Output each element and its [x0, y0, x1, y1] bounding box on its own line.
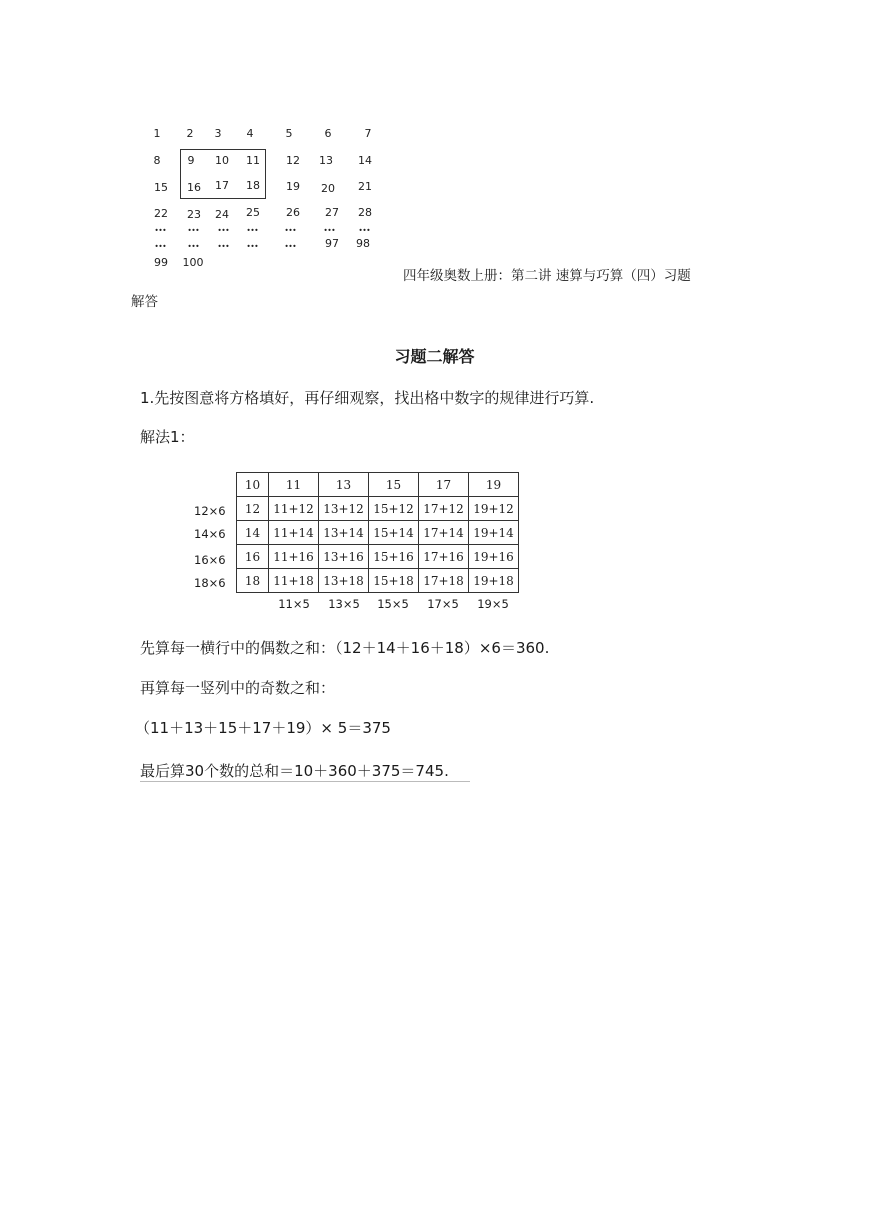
column-label: 17×5 — [427, 597, 459, 611]
grid-number: 98 — [356, 237, 370, 250]
grid-ellipsis: … — [154, 236, 168, 250]
grid-number: 4 — [246, 127, 254, 140]
grid-number: 19 — [286, 180, 300, 193]
grid-number: 18 — [246, 179, 260, 192]
table-cell: 11+14 — [269, 521, 319, 545]
table-cell: 19 — [469, 473, 519, 497]
grid-number: 13 — [319, 154, 333, 167]
table-cell: 15+14 — [369, 521, 419, 545]
grid-number: 27 — [325, 206, 339, 219]
table-cell: 18 — [237, 569, 269, 593]
grid-ellipsis: … — [284, 220, 298, 234]
grid-number: 12 — [286, 154, 300, 167]
table-cell: 19+12 — [469, 497, 519, 521]
table-cell: 15+16 — [369, 545, 419, 569]
grid-number: 8 — [153, 154, 161, 167]
step-even-sum: 先算每一横行中的偶数之和：（12＋14＋16＋18）×6＝360. — [140, 639, 550, 657]
grid-number: 6 — [324, 127, 332, 140]
grid-ellipsis: … — [217, 220, 231, 234]
grid-ellipsis: … — [284, 236, 298, 250]
grid-number: 1 — [153, 127, 161, 140]
row-label: 12×6 — [194, 504, 226, 518]
table-row — [237, 545, 519, 569]
grid-number: 3 — [214, 127, 222, 140]
grid-ellipsis: … — [358, 220, 372, 234]
grid-number: 20 — [321, 182, 335, 195]
table-row — [237, 569, 519, 593]
sum-table — [236, 472, 519, 593]
table-cell: 12 — [237, 497, 269, 521]
column-label: 11×5 — [278, 597, 310, 611]
grid-number: 97 — [325, 237, 339, 250]
grid-number: 11 — [246, 154, 260, 167]
grid-number: 100 — [182, 256, 204, 269]
grid-ellipsis: … — [187, 236, 201, 250]
step-total: 最后算30个数的总和＝10＋360＋375＝745. — [140, 762, 449, 780]
lesson-header-continued: 解答 — [131, 294, 158, 310]
underline — [140, 781, 470, 782]
grid-number: 14 — [358, 154, 372, 167]
column-label: 19×5 — [477, 597, 509, 611]
table-row — [237, 497, 519, 521]
grid-ellipsis: … — [154, 220, 168, 234]
grid-ellipsis: … — [246, 220, 260, 234]
grid-number: 28 — [358, 206, 372, 219]
grid-number: 26 — [286, 206, 300, 219]
table-cell: 13 — [319, 473, 369, 497]
table-cell: 13+14 — [319, 521, 369, 545]
grid-number: 5 — [285, 127, 293, 140]
table-cell: 15+18 — [369, 569, 419, 593]
table-cell: 17+18 — [419, 569, 469, 593]
grid-number: 22 — [154, 207, 168, 220]
grid-number: 9 — [187, 154, 195, 167]
grid-number: 99 — [154, 256, 168, 269]
grid-ellipsis: … — [246, 236, 260, 250]
table-cell: 16 — [237, 545, 269, 569]
page-title: 习题二解答 — [394, 347, 475, 366]
column-label: 15×5 — [377, 597, 409, 611]
table-cell: 15 — [369, 473, 419, 497]
grid-number: 15 — [154, 181, 168, 194]
table-cell: 15+12 — [369, 497, 419, 521]
table-cell: 11 — [269, 473, 319, 497]
table-cell: 11+18 — [269, 569, 319, 593]
step-odd-sum-label: 再算每一竖列中的奇数之和： — [140, 679, 336, 697]
table-cell: 13+12 — [319, 497, 369, 521]
lesson-header: 四年级奥数上册：第二讲 速算与巧算（四）习题 — [403, 268, 691, 284]
column-label: 13×5 — [328, 597, 360, 611]
table-cell: 17+16 — [419, 545, 469, 569]
row-label: 14×6 — [194, 527, 226, 541]
table-cell: 14 — [237, 521, 269, 545]
grid-ellipsis: … — [217, 236, 231, 250]
table-cell: 17+12 — [419, 497, 469, 521]
table-cell: 17 — [419, 473, 469, 497]
table-cell: 13+16 — [319, 545, 369, 569]
grid-ellipsis: … — [187, 220, 201, 234]
method-label: 解法1： — [140, 428, 195, 446]
grid-number: 7 — [364, 127, 372, 140]
grid-number: 24 — [215, 208, 229, 221]
table-cell: 10 — [237, 473, 269, 497]
grid-number: 21 — [358, 180, 372, 193]
table-cell: 17+14 — [419, 521, 469, 545]
grid-number: 10 — [215, 154, 229, 167]
grid-number: 2 — [186, 127, 194, 140]
problem-statement: 1.先按图意将方格填好，再仔细观察，找出格中数字的规律进行巧算. — [140, 389, 595, 407]
row-label: 18×6 — [194, 576, 226, 590]
grid-number: 25 — [246, 206, 260, 219]
table-cell: 19+18 — [469, 569, 519, 593]
grid-number: 17 — [215, 179, 229, 192]
table-cell: 19+16 — [469, 545, 519, 569]
table-row — [237, 521, 519, 545]
table-cell: 13+18 — [319, 569, 369, 593]
grid-number: 23 — [187, 208, 201, 221]
table-cell: 11+16 — [269, 545, 319, 569]
table-row — [237, 473, 519, 497]
grid-ellipsis: … — [323, 220, 337, 234]
row-label: 16×6 — [194, 553, 226, 567]
grid-number: 16 — [187, 181, 201, 194]
step-odd-sum: （11＋13＋15＋17＋19）× 5＝375 — [135, 719, 391, 737]
table-cell: 19+14 — [469, 521, 519, 545]
table-cell: 11+12 — [269, 497, 319, 521]
